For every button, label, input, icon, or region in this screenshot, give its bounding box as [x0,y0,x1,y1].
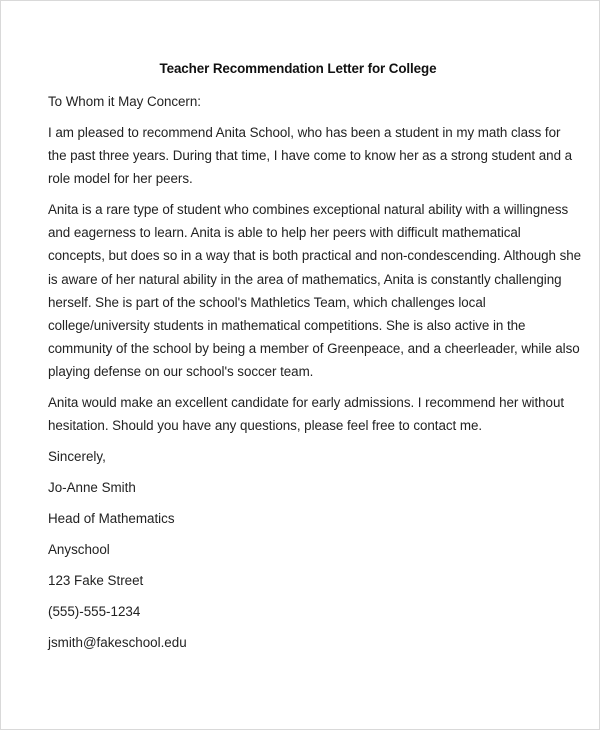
closing: Sincerely, [48,449,106,464]
paragraph-line: I am pleased to recommend Anita School, who has been a student in my math class for [48,124,561,140]
paragraph-line: the past three years. During that time, I have come to know her as a strong student and a [48,147,573,163]
signature-name: Jo-Anne Smith [48,480,136,495]
paragraph-line: role model for her peers. [48,171,193,187]
paragraph-1 [48,121,573,191]
salutation: To Whom it May Concern: [48,94,201,109]
signature-email: jsmith@fakeschool.edu [48,635,187,650]
signature-school: Anyschool [48,542,110,557]
letter-title: Teacher Recommendation Letter for College [159,61,437,76]
signature-phone: (555)-555-1234 [48,604,141,619]
paragraph-line: community of the school by being a member of Greenpeace, and a cheerleader, while also [48,341,580,357]
paragraph-line: and eagerness to learn. Anita is able to help her peers with difficult mathematical [48,225,521,241]
paragraph-line: playing defense on our school's soccer team. [48,364,314,380]
signature-position: Head of Mathematics [48,511,175,526]
letter-body [48,90,582,437]
signature-street: 123 Fake Street [48,573,144,588]
paragraph-line: is aware of her natural ability in the area of mathematics, Anita is constantly challenging [48,271,562,287]
paragraph-line: college/university students in mathematical competitions. She is also active in the [48,317,526,333]
paragraph-3 [48,391,565,437]
paragraph-2 [48,198,582,384]
paragraph-line: hesitation. Should you have any questions, please feel free to contact me. [48,418,483,434]
paragraph-line: concepts, but does so in a way that is both practical and non-condescending. Although she [48,248,582,264]
paragraph-line: Anita is a rare type of student who combines exceptional natural ability with a willingness [48,201,569,217]
paragraph-line: herself. She is part of the school's Mathletics Team, which challenges local [48,294,486,310]
paragraph-line: Anita would make an excellent candidate for early admissions. I recommend her without [48,395,565,411]
